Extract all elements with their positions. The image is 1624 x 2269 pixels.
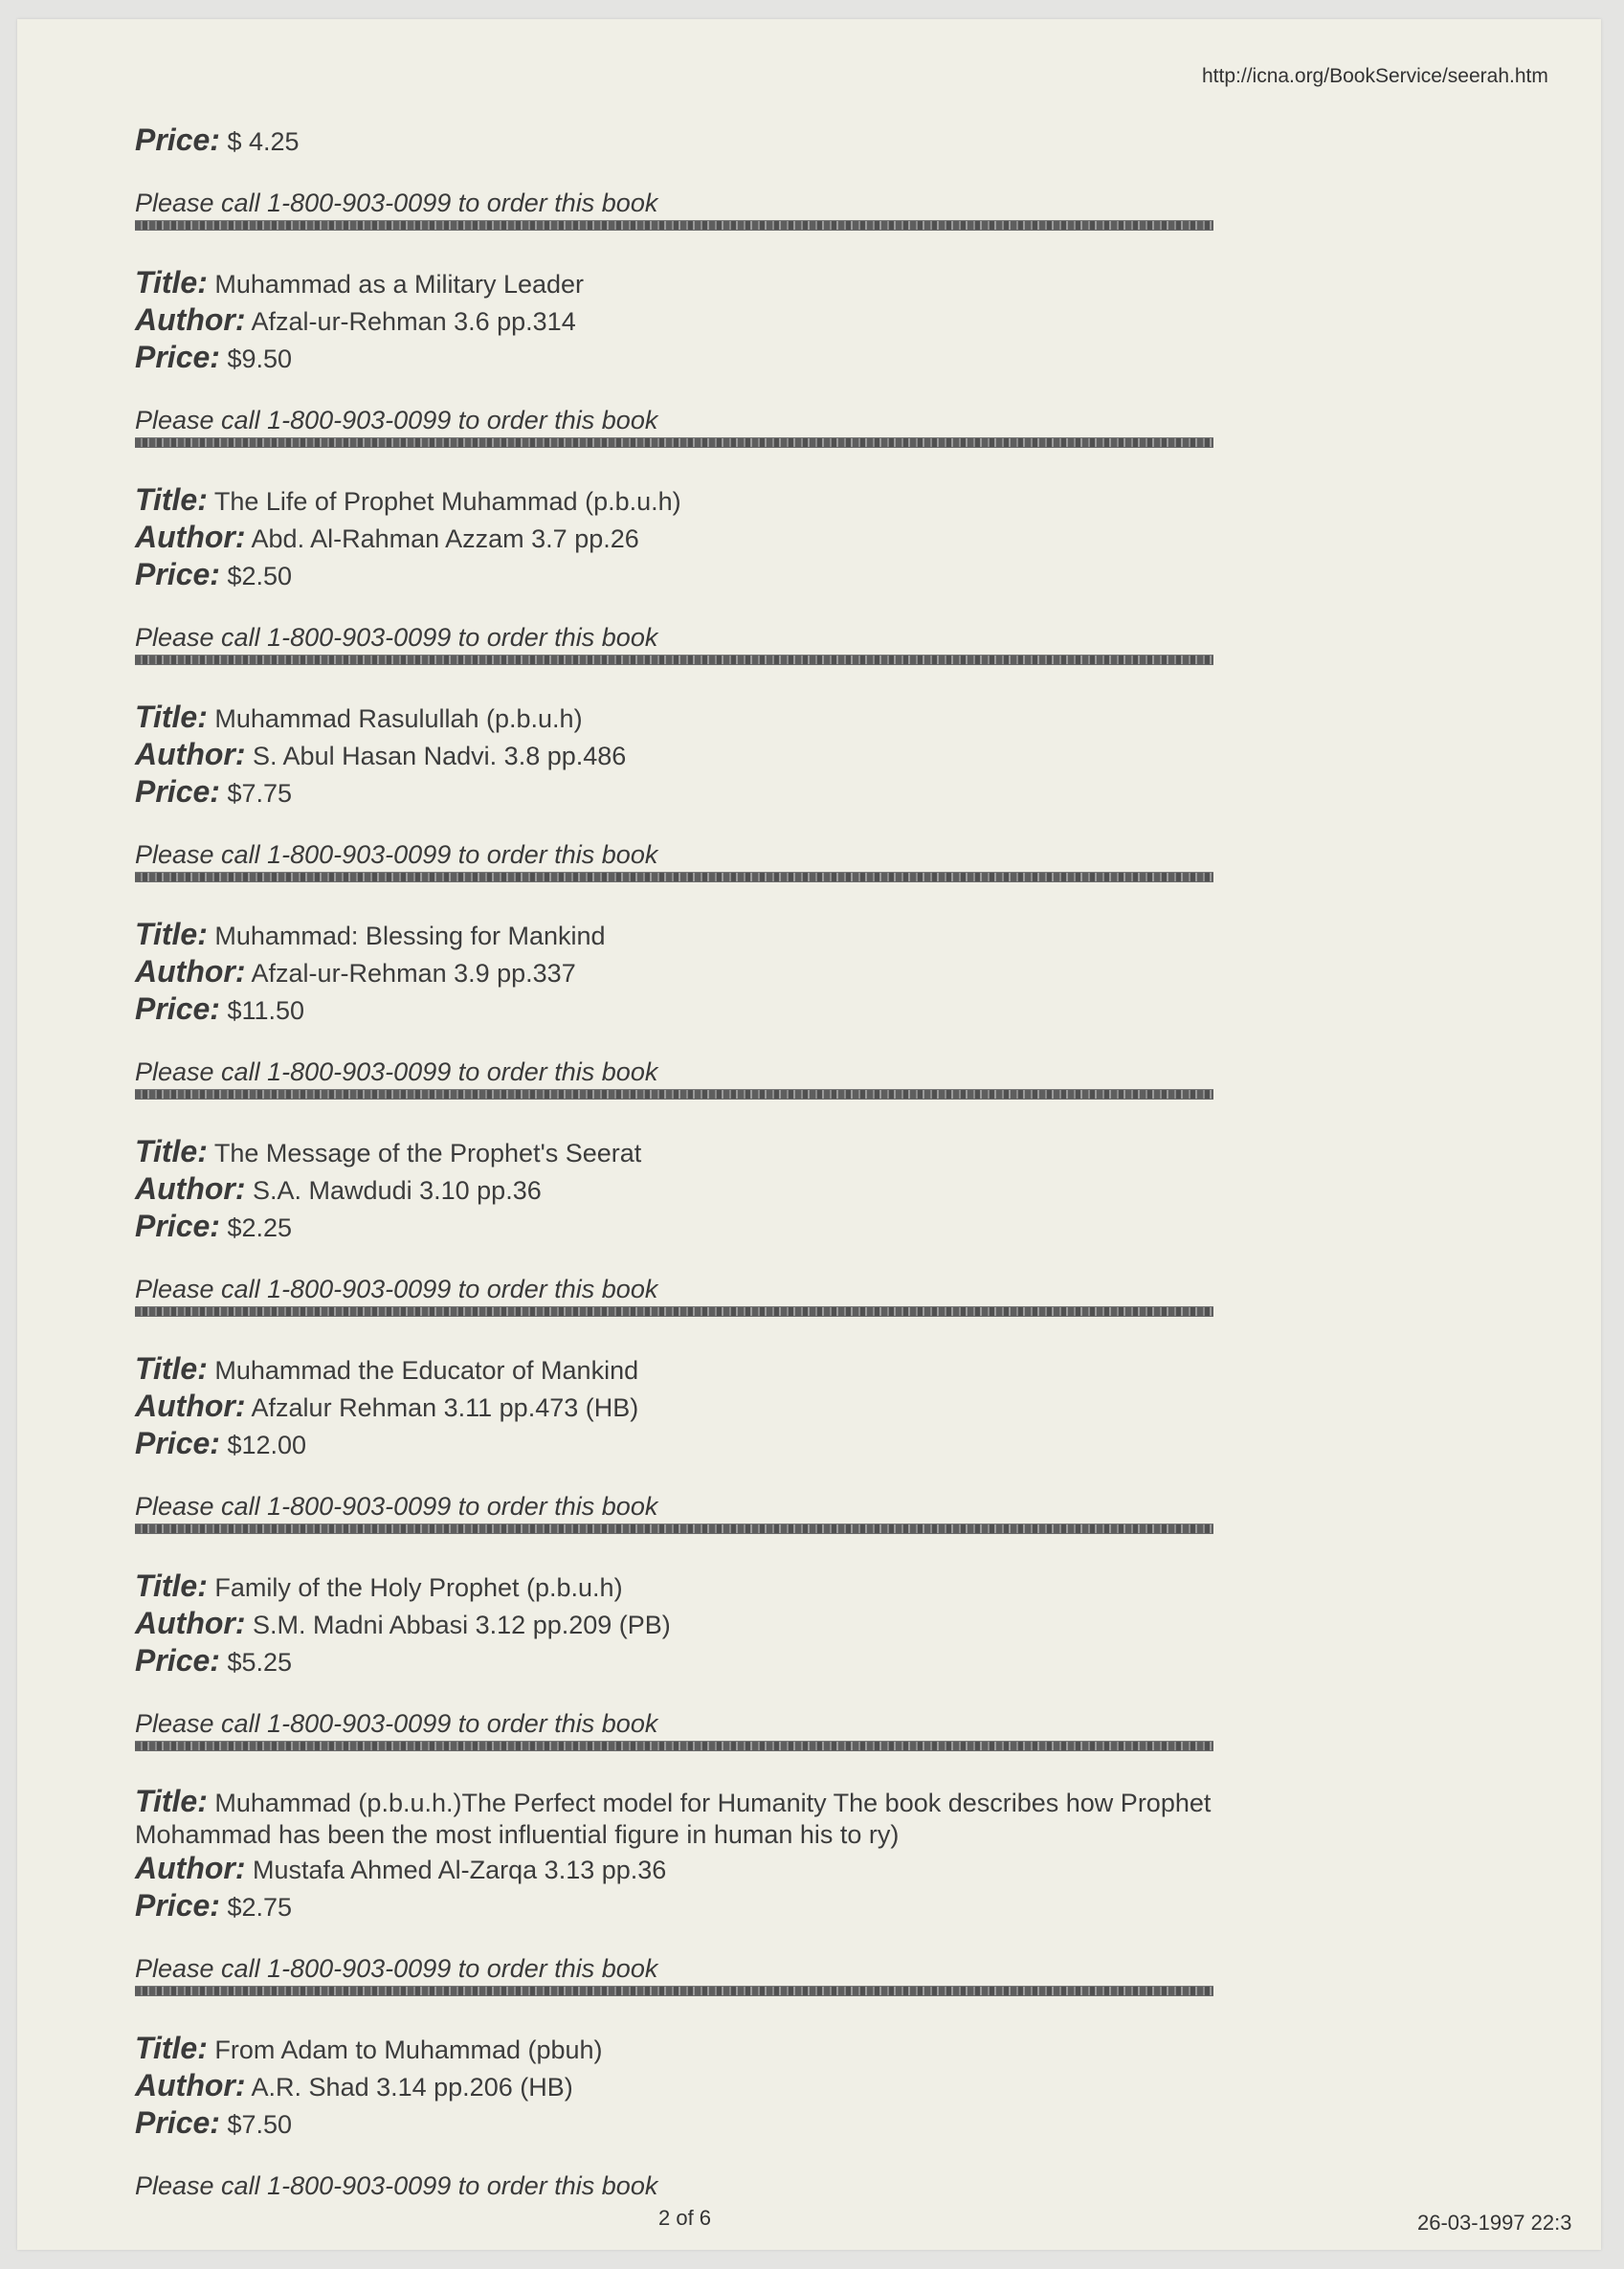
- title-value: Family of the Holy Prophet (p.b.u.h): [214, 1573, 623, 1602]
- author-line: [135, 1389, 1379, 1426]
- author-label: Author:: [135, 2068, 246, 2102]
- title-line: [135, 917, 1379, 954]
- author-value: Afzal-ur-Rehman 3.9 pp.337: [251, 959, 576, 988]
- author-line: [135, 954, 1379, 991]
- book-entry: [135, 917, 1379, 1100]
- title-value: Muhammad Rasulullah (p.b.u.h): [214, 704, 583, 733]
- title-line: [135, 1134, 1379, 1171]
- divider-rule: [135, 1306, 1213, 1317]
- order-instruction: Please call 1-800-903-0099 to order this book: [135, 2171, 658, 2200]
- title-label: Title:: [135, 917, 208, 951]
- title-label: Title:: [135, 1351, 208, 1386]
- title-value: Muhammad the Educator of Mankind: [214, 1356, 639, 1385]
- author-line: [135, 1851, 1379, 1888]
- author-value: A.R. Shad 3.14 pp.206 (HB): [251, 2073, 573, 2102]
- price-value: $2.75: [227, 1893, 293, 1922]
- order-instruction: Please call 1-800-903-0099 to order this book: [135, 623, 658, 652]
- book-listing: [135, 122, 1379, 2200]
- divider-rule: [135, 655, 1213, 665]
- author-value: Mustafa Ahmed Al-Zarqa 3.13 pp.36: [253, 1856, 667, 1884]
- author-value: Afzal-ur-Rehman 3.6 pp.314: [251, 307, 576, 336]
- author-label: Author:: [135, 302, 246, 337]
- title-label: Title:: [135, 265, 208, 300]
- price-line: [135, 1888, 1379, 1925]
- price-value: $5.25: [227, 1648, 293, 1677]
- title-value: From Adam to Muhammad (pbuh): [214, 2035, 603, 2064]
- book-entry: [135, 482, 1379, 665]
- order-instruction: Please call 1-800-903-0099 to order this book: [135, 1954, 658, 1983]
- price-label: Price:: [135, 1888, 220, 1923]
- book-entry: [135, 1351, 1379, 1534]
- title-value: The Message of the Prophet's Seerat: [213, 1139, 642, 1168]
- author-value: S.A. Mawdudi 3.10 pp.36: [253, 1176, 542, 1205]
- page-url: http://icna.org/BookService/seerah.htm: [1202, 65, 1548, 87]
- order-instruction: Please call 1-800-903-0099 to order this book: [135, 189, 658, 217]
- print-datetime: 26-03-1997 22:3: [1417, 2211, 1572, 2235]
- book-entry: [135, 2031, 1379, 2200]
- author-label: Author:: [135, 737, 246, 771]
- price-label: Price:: [135, 991, 220, 1026]
- author-value: S.M. Madni Abbasi 3.12 pp.209 (PB): [253, 1611, 671, 1639]
- book-entry-partial: [135, 122, 1379, 231]
- price-line: [135, 557, 1379, 594]
- price-label: Price:: [135, 2105, 220, 2140]
- author-label: Author:: [135, 1851, 246, 1885]
- printed-page: [17, 19, 1601, 2250]
- order-instruction: Please call 1-800-903-0099 to order this book: [135, 1275, 658, 1303]
- price-label: Price:: [135, 557, 220, 591]
- author-label: Author:: [135, 1389, 246, 1423]
- divider-rule: [135, 437, 1213, 448]
- title-label: Title:: [135, 2031, 208, 2065]
- price-label: Price:: [135, 122, 220, 157]
- order-instruction: Please call 1-800-903-0099 to order this book: [135, 406, 658, 434]
- author-line: [135, 1606, 1379, 1643]
- title-line: [135, 265, 1379, 302]
- price-line: [135, 340, 1379, 377]
- author-value: Afzalur Rehman 3.11 pp.473 (HB): [251, 1393, 639, 1422]
- author-line: [135, 737, 1379, 774]
- price-label: Price:: [135, 340, 220, 374]
- title-label: Title:: [135, 1784, 208, 1818]
- author-label: Author:: [135, 1171, 246, 1206]
- title-line: [135, 1568, 1379, 1606]
- title-line: [135, 1786, 1341, 1851]
- title-label: Title:: [135, 482, 208, 517]
- price-value: $ 4.25: [227, 127, 300, 156]
- price-value: $9.50: [227, 345, 293, 373]
- author-line: [135, 2068, 1379, 2105]
- author-label: Author:: [135, 1606, 246, 1640]
- price-value: $12.00: [227, 1431, 307, 1459]
- title-label: Title:: [135, 1568, 208, 1603]
- price-value: $2.25: [227, 1213, 293, 1242]
- order-instruction: Please call 1-800-903-0099 to order this book: [135, 1057, 658, 1086]
- book-entry: [135, 1134, 1379, 1317]
- divider-rule: [135, 1986, 1213, 1996]
- author-line: [135, 1171, 1379, 1209]
- title-value: Muhammad (p.b.u.h.)The Perfect model for Humanity The book describes how Prophet Mohammad has been the most influential figure in human his to ry): [135, 1789, 1212, 1849]
- price-label: Price:: [135, 1426, 220, 1460]
- order-instruction: Please call 1-800-903-0099 to order this book: [135, 1492, 658, 1521]
- author-line: [135, 302, 1379, 340]
- divider-rule: [135, 1089, 1213, 1100]
- price-line: [135, 1643, 1379, 1680]
- price-label: Price:: [135, 774, 220, 809]
- order-instruction: Please call 1-800-903-0099 to order this book: [135, 840, 658, 869]
- title-line: [135, 482, 1379, 520]
- book-entry: [135, 265, 1379, 448]
- author-value: Abd. Al-Rahman Azzam 3.7 pp.26: [251, 524, 639, 553]
- divider-rule: [135, 1741, 1213, 1751]
- divider-rule: [135, 1524, 1213, 1534]
- price-value: $11.50: [227, 996, 305, 1025]
- book-entry: [135, 1568, 1379, 1751]
- book-entry: [135, 1786, 1379, 1996]
- title-line: [135, 1351, 1379, 1389]
- author-label: Author:: [135, 954, 246, 989]
- order-instruction: Please call 1-800-903-0099 to order this book: [135, 1709, 658, 1738]
- price-line: [135, 2105, 1379, 2143]
- price-line: [135, 122, 1379, 160]
- author-line: [135, 520, 1379, 557]
- divider-rule: [135, 220, 1213, 231]
- title-line: [135, 700, 1379, 737]
- price-value: $2.50: [227, 562, 293, 590]
- price-line: [135, 1426, 1379, 1463]
- title-value: Muhammad as a Military Leader: [214, 270, 585, 299]
- price-line: [135, 774, 1379, 812]
- author-label: Author:: [135, 520, 246, 554]
- price-label: Price:: [135, 1209, 220, 1243]
- price-line: [135, 991, 1379, 1029]
- page-number: 2 of 6: [658, 2206, 712, 2230]
- book-entry: [135, 700, 1379, 882]
- title-value: The Life of Prophet Muhammad (p.b.u.h): [213, 487, 681, 516]
- price-label: Price:: [135, 1643, 220, 1678]
- price-line: [135, 1209, 1379, 1246]
- title-label: Title:: [135, 700, 208, 734]
- author-value: S. Abul Hasan Nadvi. 3.8 pp.486: [253, 742, 627, 770]
- title-line: [135, 2031, 1379, 2068]
- divider-rule: [135, 872, 1213, 882]
- price-value: $7.75: [227, 779, 293, 808]
- title-label: Title:: [135, 1134, 208, 1168]
- title-value: Muhammad: Blessing for Mankind: [214, 922, 606, 950]
- price-value: $7.50: [227, 2110, 293, 2139]
